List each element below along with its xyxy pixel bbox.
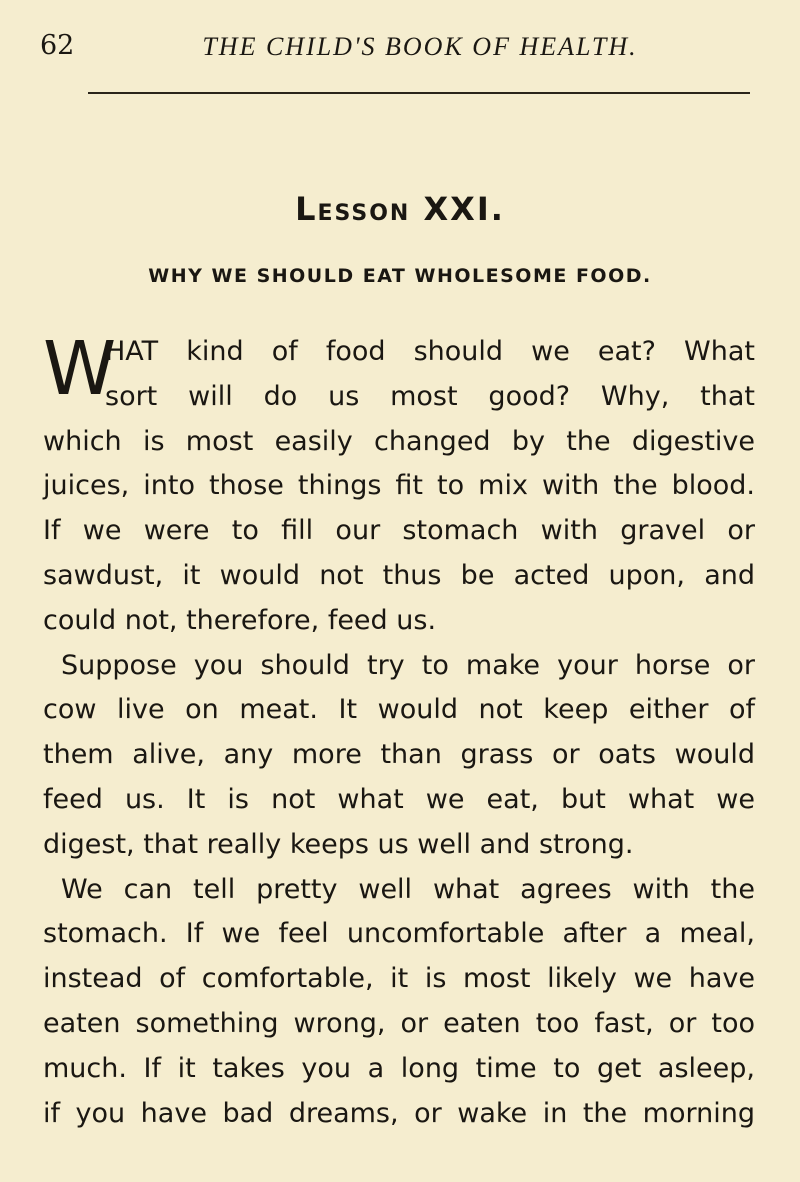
text-line: Suppose you should try to make your horse or [61, 649, 755, 681]
lesson-title: Lesson XXI. [295, 190, 505, 228]
text-line: much. If it takes you a long time to get asleep, [43, 1052, 755, 1084]
text-line: We can tell pretty well what agrees with the [61, 873, 755, 905]
text-line: feed us. It is not what we eat, but what we [43, 783, 755, 815]
running-head: THE CHILD'S BOOK OF HEALTH. [202, 32, 638, 61]
text-line: which is most easily changed by the digestive [43, 425, 755, 457]
body-text [43, 326, 755, 1136]
text-line: HAT kind of food should we eat? What [105, 336, 755, 367]
text-line: instead of comfortable, it is most likely we have [43, 963, 755, 995]
text-line: them alive, any more than grass or oats would [43, 739, 755, 771]
drop-cap: W [43, 326, 117, 412]
page-number: 62 [40, 30, 75, 61]
text-line: digest, that really keeps us well and strong. [43, 828, 634, 860]
text-line: if you have bad dreams, or wake in the morning [43, 1097, 755, 1129]
text-line: stomach. If we feel uncomfortable after a meal, [43, 918, 755, 950]
text-line: juices, into those things fit to mix with the blood. [43, 470, 755, 502]
text-line: sawdust, it would not thus be acted upon, and [43, 559, 755, 591]
header-rule [88, 92, 750, 94]
lesson-subtitle: WHY WE SHOULD EAT WHOLESOME FOOD. [148, 265, 652, 287]
text-line: sort will do us most good? Why, that [105, 380, 755, 412]
text-line: If we were to fill our stomach with gravel or [43, 515, 755, 547]
text-line: eaten something wrong, or eaten too fast, or too [43, 1007, 755, 1039]
text-line: cow live on meat. It would not keep either of [43, 694, 755, 726]
text-line: could not, therefore, feed us. [43, 604, 437, 636]
